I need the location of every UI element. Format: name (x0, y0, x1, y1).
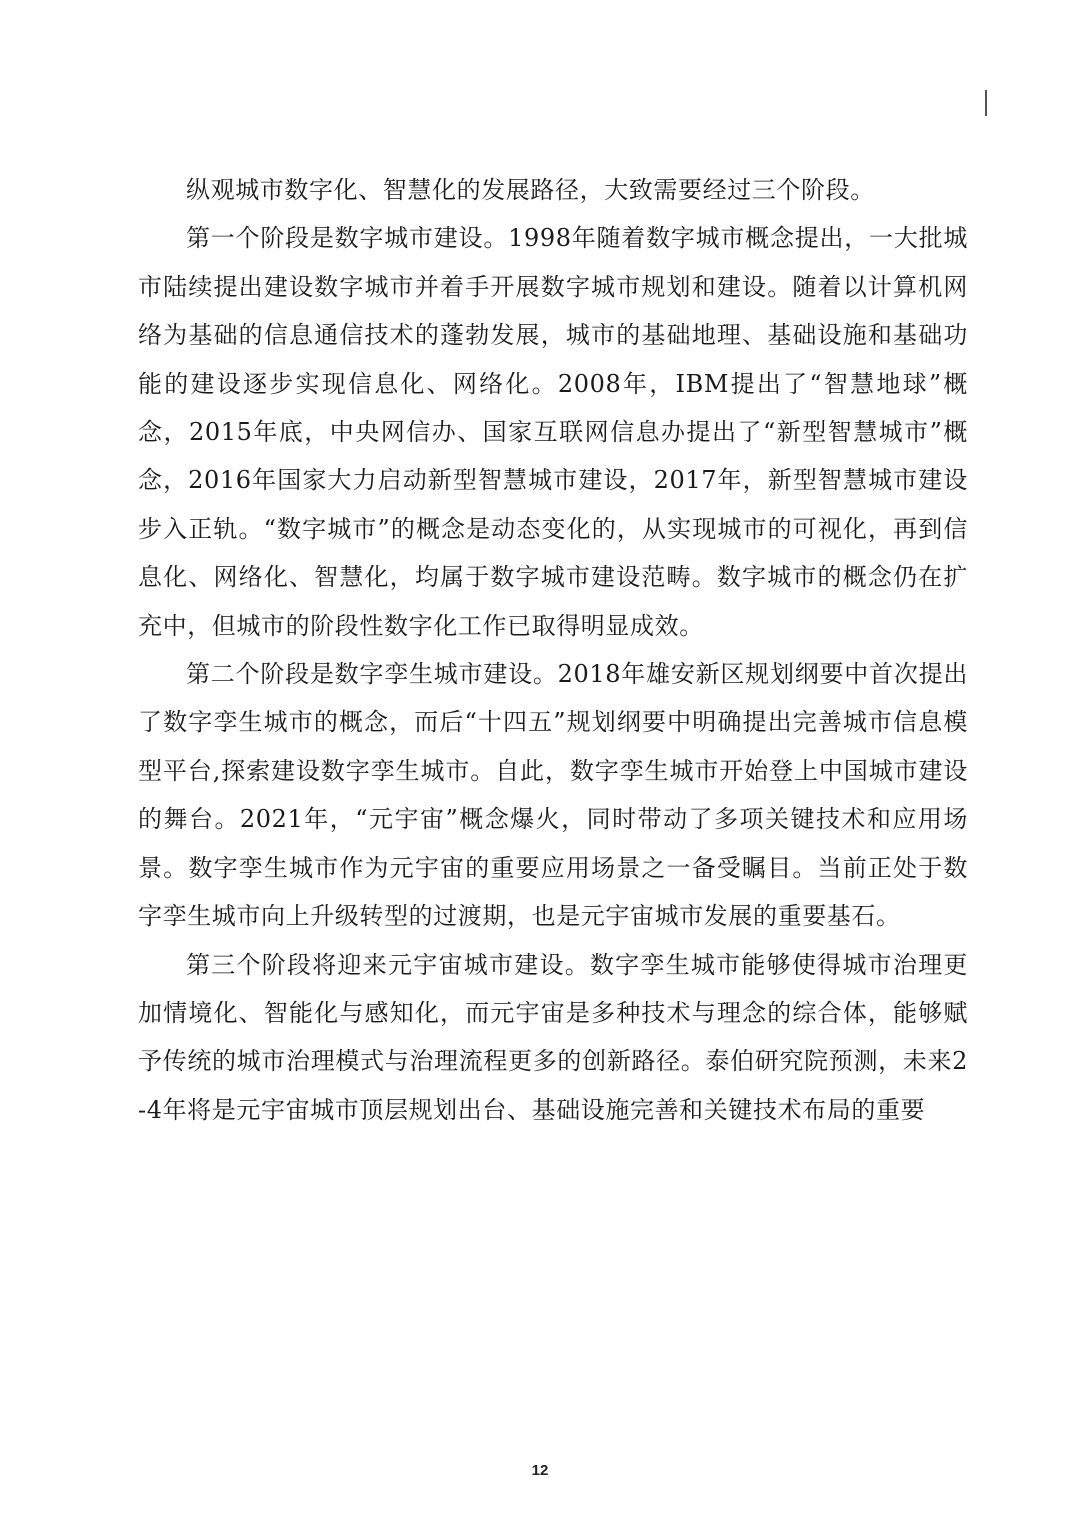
paragraph-intro: 纵观城市数字化、智慧化的发展路径，大致需要经过三个阶段。 (186, 176, 875, 204)
paragraph-stage-three: 第三个阶段将迎来元宇宙城市建设。数字孪生城市能够使得城市治理更加情境化、智能化与感知化，而元宇宙是多种技术与理念的综合体，能够赋予传统的城市治理模式与治理流程更多的创新路径。泰伯研究院预测，未来2-4年将是元宇宙城市顶层规划出台、基础设施完善和关键技术布局的重要 (138, 950, 968, 1124)
body-text (138, 166, 968, 1134)
margin-mark (985, 90, 987, 116)
paragraph-stage-one: 第一个阶段是数字城市建设。1998年随着数字城市概念提出，一大批城市陆续提出建设数字城市并着手开展数字城市规划和建设。随着以计算机网络为基础的信息通信技术的蓬勃发展，城市的基础地理、基础设施和基础功能的建设逐步实现信息化、网络化。2008年，IBM提出了“智慧地球”概念，2015年底，中央网信办、国家互联网信息办提出了“新型智慧城市”概念，2016年国家大力启动新型智慧城市建设，2017年，新型智慧城市建设步入正轨。“数字城市”的概念是动态变化的，从实现城市的可视化，再到信息化、网络化、智慧化，均属于数字城市建设范畴。数字城市的概念仍在扩充中，但城市的阶段性数字化工作已取得明显成效。 (138, 224, 968, 640)
paragraph-stage-two: 第二个阶段是数字孪生城市建设。2018年雄安新区规划纲要中首次提出了数字孪生城市的概念，而后“十四五”规划纲要中明确提出完善城市信息模型平台,探索建设数字孪生城市。自此，数字孪生城市开始登上中国城市建设的舞台。2021年，“元宇宙”概念爆火，同时带动了多项关键技术和应用场景。数字孪生城市作为元宇宙的重要应用场景之一备受瞩目。当前正处于数字孪生城市向上升级转型的过渡期，也是元宇宙城市发展的重要基石。 (138, 660, 968, 931)
page-number: 12 (531, 1462, 549, 1479)
